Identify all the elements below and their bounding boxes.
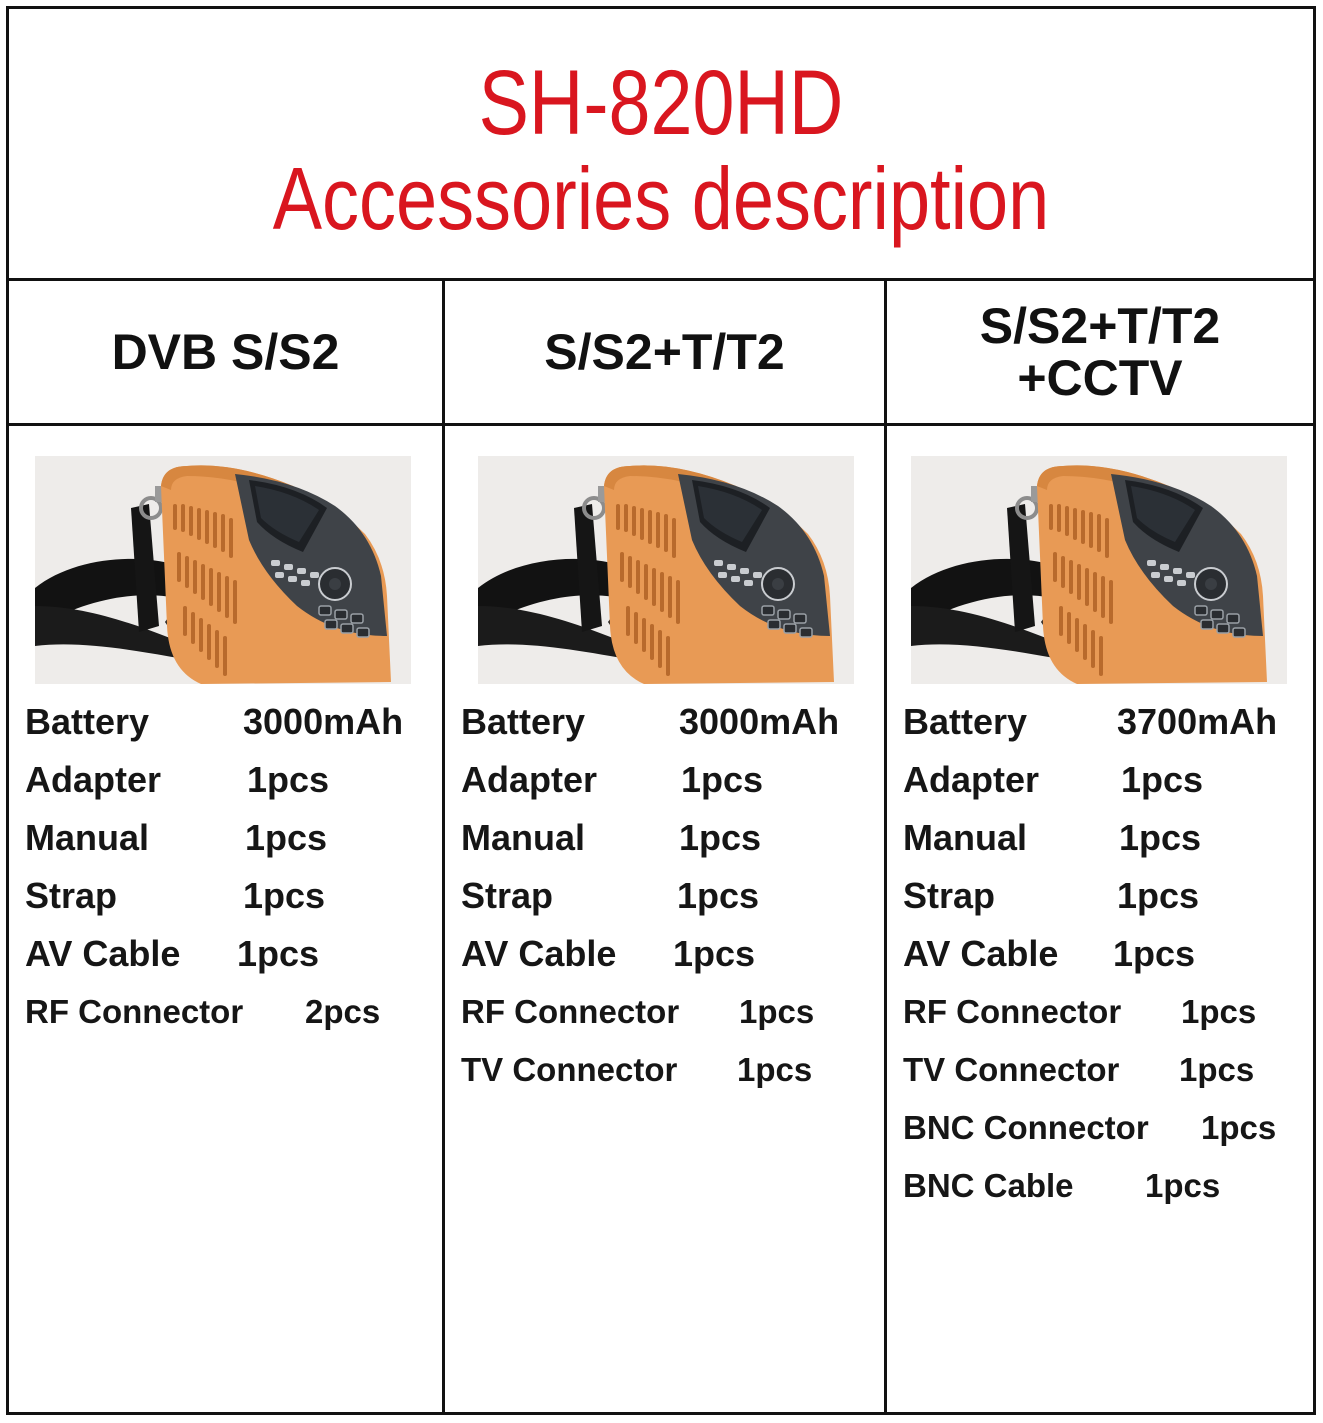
item-quantity: 1pcs: [245, 817, 328, 858]
item-quantity: 1pcs: [673, 933, 756, 974]
list-item: [903, 983, 1307, 1041]
accessories-sheet: [6, 6, 1316, 1415]
item-quantity: 1pcs: [237, 933, 320, 974]
item-quantity: 1pcs: [681, 759, 764, 800]
column-dvb-s-s2: [9, 281, 445, 1412]
accessory-list: [461, 693, 878, 1099]
column-header-label: S/S2+T/T2: [544, 324, 785, 380]
item-quantity: 1pcs: [1117, 875, 1200, 916]
list-item: [903, 867, 1307, 925]
item-name: TV Connector: [903, 1051, 1120, 1088]
item-name: Battery: [25, 701, 150, 742]
item-name: RF Connector: [25, 993, 244, 1030]
column-header-label: DVB S/S2: [111, 324, 340, 380]
list-item: [25, 925, 436, 983]
model-title: SH-820HD: [478, 52, 844, 154]
item-name: Adapter: [461, 759, 598, 800]
item-name: RF Connector: [461, 993, 680, 1030]
list-item: [461, 925, 878, 983]
item-quantity: 3000mAh: [679, 701, 840, 742]
list-item: [461, 983, 878, 1041]
list-item: [903, 1041, 1307, 1099]
list-item: [903, 809, 1307, 867]
list-item: [461, 867, 878, 925]
item-quantity: 3000mAh: [243, 701, 404, 742]
item-name: Battery: [903, 701, 1028, 742]
list-item: [25, 751, 436, 809]
item-name: Battery: [461, 701, 586, 742]
column-s-s2-t-t2: [445, 281, 887, 1412]
item-quantity: 1pcs: [1119, 817, 1202, 858]
item-name: AV Cable: [461, 933, 617, 974]
item-name: BNC Cable: [903, 1167, 1074, 1204]
item-quantity: 1pcs: [1145, 1167, 1221, 1204]
item-quantity: 1pcs: [243, 875, 326, 916]
list-item: [903, 693, 1307, 751]
subtitle: Accessories description: [272, 149, 1050, 248]
device-photo: [478, 456, 854, 684]
item-quantity: 2pcs: [305, 993, 381, 1030]
item-name: AV Cable: [25, 933, 181, 974]
item-quantity: 3700mAh: [1117, 701, 1278, 742]
list-item: [25, 867, 436, 925]
item-quantity: 1pcs: [739, 993, 815, 1030]
list-item: [25, 809, 436, 867]
item-quantity: 1pcs: [679, 817, 762, 858]
item-name: Strap: [25, 875, 118, 916]
item-name: Manual: [903, 817, 1028, 858]
item-quantity: 1pcs: [737, 1051, 813, 1088]
item-name: Strap: [903, 875, 996, 916]
list-item: [25, 693, 436, 751]
item-name: Manual: [25, 817, 150, 858]
item-quantity: 1pcs: [677, 875, 760, 916]
item-name: AV Cable: [903, 933, 1059, 974]
accessory-list: [903, 693, 1307, 1215]
item-name: RF Connector: [903, 993, 1122, 1030]
item-quantity: 1pcs: [1113, 933, 1196, 974]
column-s-s2-t-t2-cctv: [887, 281, 1313, 1412]
list-item: [461, 693, 878, 751]
title-block: [9, 9, 1313, 281]
list-item: [25, 983, 436, 1041]
item-name: BNC Connector: [903, 1109, 1149, 1146]
item-quantity: 1pcs: [1179, 1051, 1255, 1088]
device-photo: [911, 456, 1287, 684]
column-header: [9, 281, 442, 426]
item-name: Manual: [461, 817, 586, 858]
list-item: [903, 1099, 1307, 1157]
column-header-label: S/S2+T/T2 +CCTV: [979, 298, 1221, 406]
item-quantity: 1pcs: [1181, 993, 1257, 1030]
column-header: [887, 281, 1313, 426]
item-name: Adapter: [903, 759, 1040, 800]
item-name: TV Connector: [461, 1051, 678, 1088]
item-name: Strap: [461, 875, 554, 916]
list-item: [461, 809, 878, 867]
accessory-list: [25, 693, 436, 1041]
item-name: Adapter: [25, 759, 162, 800]
item-quantity: 1pcs: [1121, 759, 1204, 800]
device-photo: [35, 456, 411, 684]
item-quantity: 1pcs: [247, 759, 330, 800]
list-item: [903, 751, 1307, 809]
item-quantity: 1pcs: [1201, 1109, 1277, 1146]
list-item: [461, 751, 878, 809]
list-item: [903, 925, 1307, 983]
list-item: [461, 1041, 878, 1099]
column-header: [445, 281, 884, 426]
list-item: [903, 1157, 1307, 1215]
